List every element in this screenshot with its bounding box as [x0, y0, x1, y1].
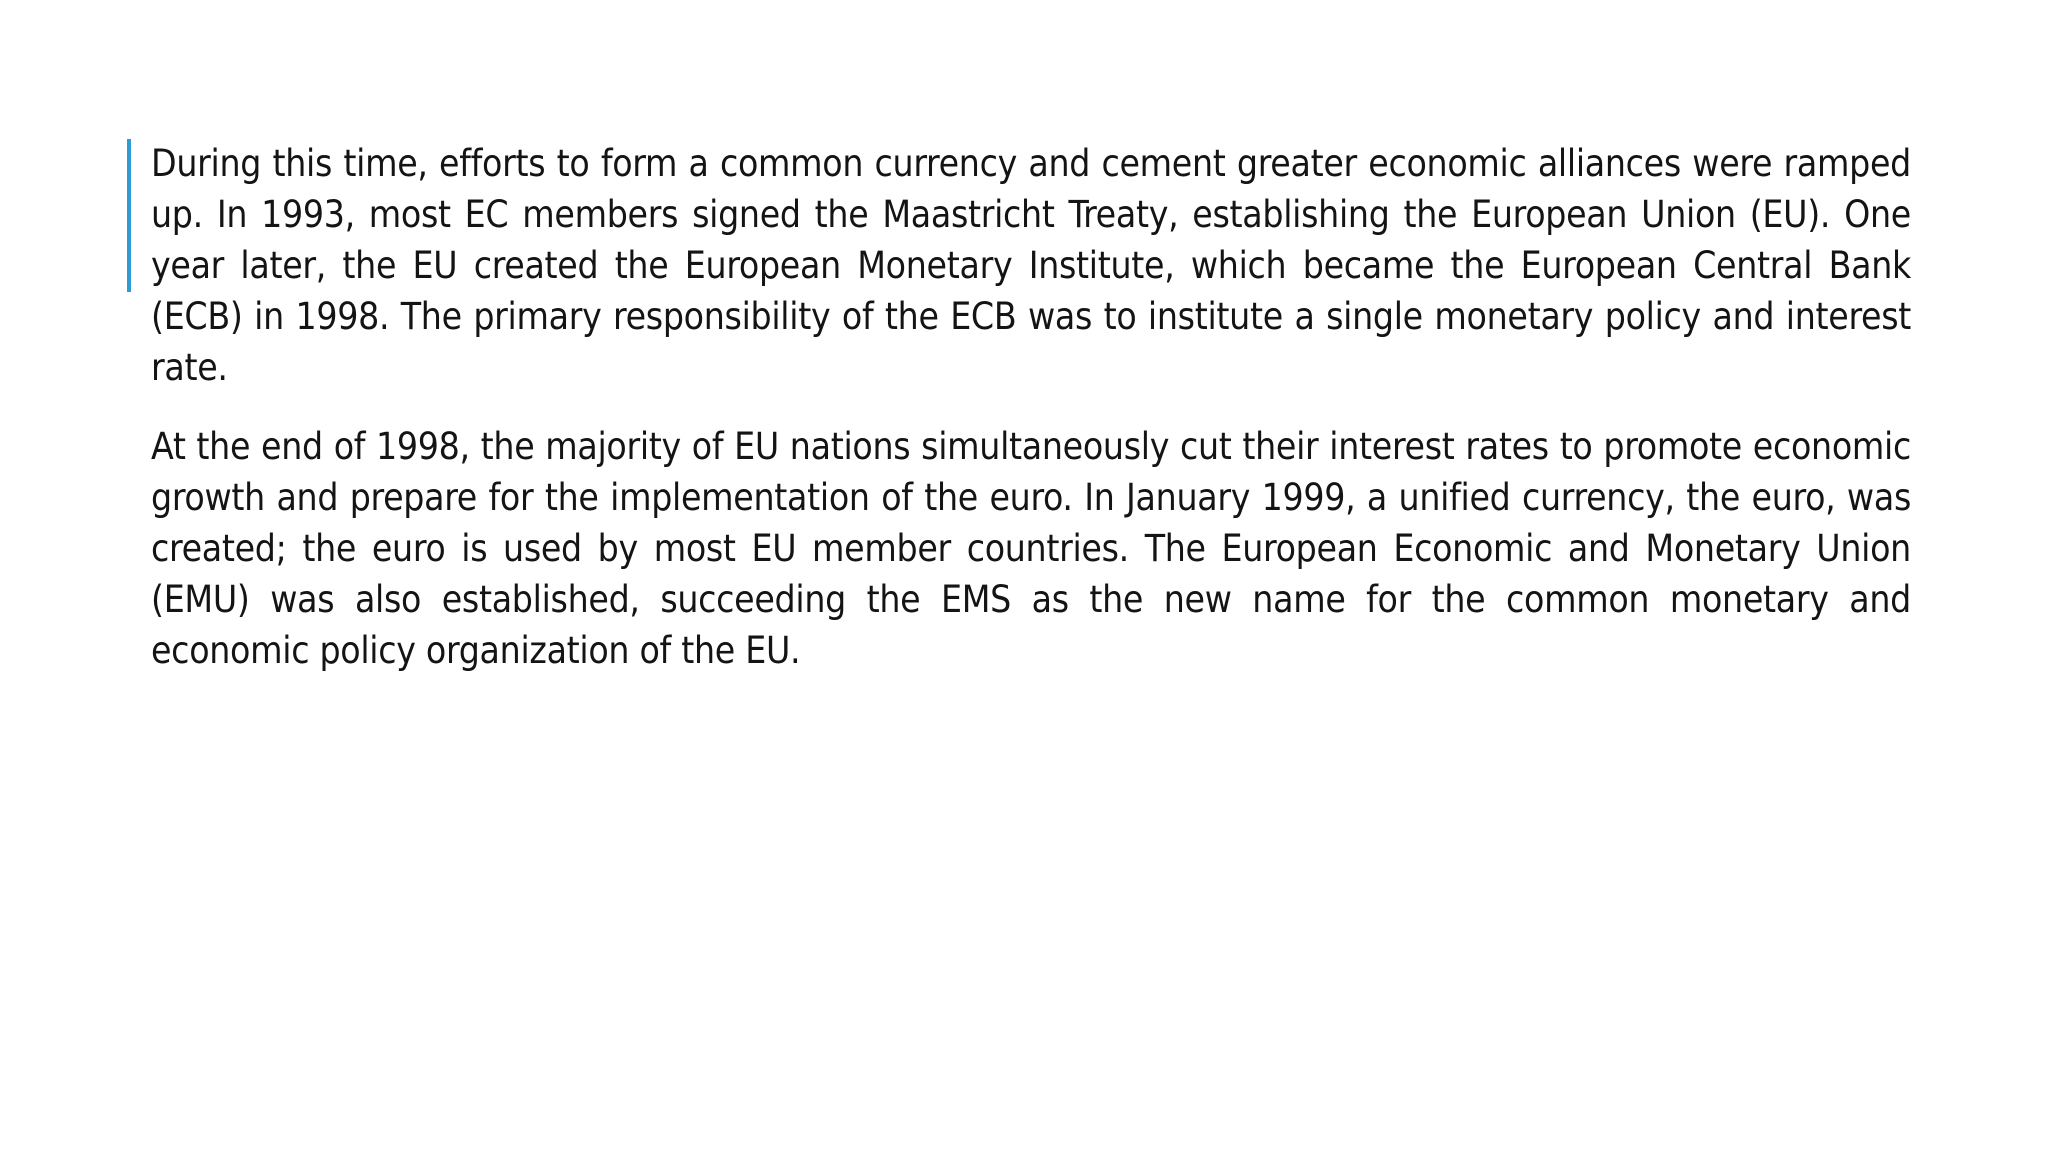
accent-bar [127, 139, 131, 292]
body-text [151, 138, 1911, 676]
paragraph-1: During this time, efforts to form a common currency and cement greater economic alliances were ramped up. In 1993, most EC members signed the Maastricht Treaty, establishing the European Union (EU). One year later, the EU created the European Monetary Institute, which became the European Central Bank (ECB) in 1998. The primary responsibility of the ECB was to institute a single monetary policy and interest rate. [151, 142, 1911, 389]
paragraph-2: At the end of 1998, the majority of EU nations simultaneously cut their interest rates to promote economic growth and prepare for the implementation of the euro. In January 1999, a unified currency, the euro, was created; the euro is used by most EU member countries. The European Economic and Monetary Union (EMU) was also established, succeeding the EMS as the new name for the common monetary and economic policy organization of the EU. [151, 425, 1911, 672]
